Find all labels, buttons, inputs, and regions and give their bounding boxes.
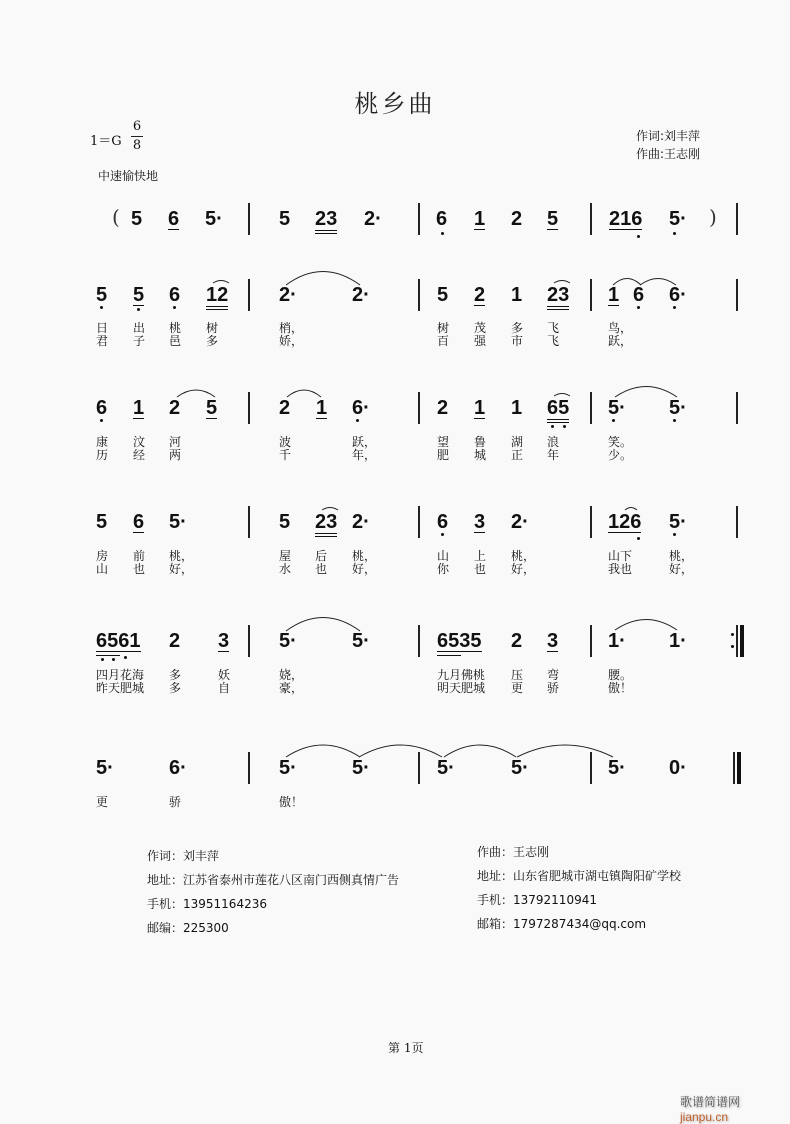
note: 5·: [169, 511, 187, 533]
note: 23: [547, 285, 569, 310]
page-number: 第 1页: [388, 1041, 424, 1055]
note: 5·: [352, 757, 370, 779]
lyric: 九月佛桃: [437, 668, 486, 682]
lyric: 我也: [608, 562, 633, 576]
note: 2·: [364, 208, 382, 230]
bar-line: [736, 506, 738, 538]
low-octave-dot: [100, 419, 103, 422]
low-octave-dot: [673, 232, 676, 235]
slur: [286, 386, 322, 398]
lyric: 茂: [474, 321, 487, 335]
lyric: 屋: [279, 549, 292, 563]
slur: [624, 505, 638, 511]
lyric: 桃: [169, 321, 182, 335]
note: 5·: [669, 511, 687, 533]
lyric: 山: [437, 549, 450, 563]
note: 216: [609, 208, 643, 230]
bar-line: [590, 203, 592, 235]
lyric: 山: [96, 562, 109, 576]
low-octave-dot: [356, 419, 359, 422]
note: 3: [218, 630, 230, 652]
note: 3: [547, 630, 559, 652]
footer-composer-email: 邮箱：1797287434@qq.com: [477, 917, 647, 931]
lyric: 桃，: [352, 549, 377, 563]
lyric: 湖: [511, 435, 524, 449]
song-title: 桃乡曲: [354, 90, 436, 118]
low-octave-dot: [441, 232, 444, 235]
meter-top: 6: [132, 119, 142, 134]
low-octave-dot: [112, 658, 115, 661]
watermark-cn: 歌谱简谱网: [680, 1095, 741, 1109]
final-bar-line: [733, 752, 735, 784]
note: 2: [474, 284, 486, 306]
lyric: 年，: [352, 448, 377, 462]
lyric: 骄: [169, 795, 182, 809]
note: 6: [633, 284, 645, 306]
note: 6: [133, 511, 145, 533]
footer-composer-address: 地址：山东省肥城市湖屯镇陶阳矿学校: [477, 869, 682, 883]
footer-lyricist-phone: 手机：13951164236: [147, 897, 267, 911]
bar-line: [248, 279, 250, 311]
close-paren: ): [709, 205, 717, 229]
low-octave-dot: [137, 308, 140, 311]
tempo-marking: 中速愉快地: [98, 169, 159, 183]
lyric: 鲁: [474, 435, 487, 449]
tie: [285, 266, 361, 286]
lyric: 飞: [547, 334, 560, 348]
lyric: 压: [511, 668, 524, 682]
note: 1: [511, 397, 523, 419]
lyric: 日: [96, 321, 109, 335]
note: 6·: [669, 284, 687, 306]
lyric: 多: [169, 668, 182, 682]
low-octave-dot: [551, 425, 554, 428]
note: 2·: [511, 511, 529, 533]
note: 0·: [669, 757, 687, 779]
low-octave-dot: [441, 533, 444, 536]
note: 1: [474, 208, 486, 230]
low-octave-dot: [173, 306, 176, 309]
lyric: 多: [169, 681, 182, 695]
slur: [321, 505, 339, 511]
bar-line: [736, 279, 738, 311]
note: 5·: [279, 757, 297, 779]
lyric: 后: [315, 549, 328, 563]
lyric: 也: [133, 562, 146, 576]
composer-credit: 作曲:王志刚: [636, 147, 701, 161]
lyric: 康: [96, 435, 109, 449]
lyric: 波: [279, 435, 292, 449]
low-octave-dot: [637, 306, 640, 309]
lyric: 你: [437, 562, 450, 576]
bar-line: [248, 625, 250, 657]
lyric: 傲！: [279, 795, 304, 809]
meter-bottom: 8: [132, 138, 142, 153]
note: 5·: [437, 757, 455, 779]
bar-line: [418, 625, 420, 657]
lyric: 桃，: [669, 549, 694, 563]
note: 1: [316, 397, 328, 419]
bar-line: [248, 392, 250, 424]
bar-line: [248, 506, 250, 538]
bar-line: [418, 392, 420, 424]
lyric: 多: [206, 334, 219, 348]
lyric: 经: [133, 448, 146, 462]
lyric: 上: [474, 549, 487, 563]
note: 5: [133, 284, 145, 306]
lyric: 四月花海: [96, 668, 145, 682]
note: 5: [131, 208, 143, 230]
bar-line: [418, 506, 420, 538]
lyric: 城: [474, 448, 487, 462]
lyricist-credit: 作词:刘丰萍: [636, 129, 701, 143]
footer-lyricist: 作词：刘丰萍: [147, 849, 220, 863]
bar-line: [418, 203, 420, 235]
footer-lyricist-address: 地址：江苏省泰州市莲花八区南门西侧真情广告: [147, 873, 400, 887]
note: 2: [511, 208, 523, 230]
note: 2·: [352, 284, 370, 306]
bar-line: [590, 506, 592, 538]
second-underline: [96, 655, 120, 656]
note: 6: [96, 397, 108, 419]
note: 1: [474, 397, 486, 419]
note: 1·: [669, 630, 687, 652]
slur: [553, 278, 571, 284]
lyric: 肥: [437, 448, 450, 462]
low-octave-dot: [637, 235, 640, 238]
note: 5: [279, 208, 291, 230]
note: 3: [474, 511, 486, 533]
time-signature: [131, 118, 143, 155]
note: 5: [279, 511, 291, 533]
tie: [358, 740, 443, 758]
slur: [612, 274, 642, 286]
lyric: 子: [133, 334, 146, 348]
note: 5·: [669, 208, 687, 230]
note: 6561: [96, 630, 141, 652]
repeat-bar-line: [736, 625, 738, 657]
lyric: 好，: [669, 562, 694, 576]
lyric: 望: [437, 435, 450, 449]
lyric: 自: [218, 681, 231, 695]
lyric: 历: [96, 448, 109, 462]
note: 5·: [205, 208, 223, 230]
lyric: 更: [96, 795, 109, 809]
watermark: [680, 1093, 790, 1124]
note: 6: [437, 511, 449, 533]
note: 5·: [608, 757, 626, 779]
note: 5: [437, 284, 449, 306]
note: 126: [608, 511, 642, 533]
lyric: 娆，: [279, 668, 304, 682]
footer-lyricist-postcode: 邮编：225300: [147, 921, 229, 935]
note: 2: [511, 630, 523, 652]
note: 2: [169, 630, 181, 652]
lyric: 弯: [547, 668, 560, 682]
low-octave-dot: [563, 425, 566, 428]
repeat-dot: [731, 645, 734, 648]
note: 5·: [669, 397, 687, 419]
tie: [516, 740, 614, 758]
lyric: 更: [511, 681, 524, 695]
low-octave-dot: [673, 533, 676, 536]
low-octave-dot: [101, 658, 104, 661]
lyric: 昨天肥城: [96, 681, 145, 695]
lyric: 骄: [547, 681, 560, 695]
footer-composer-phone: 手机：13792110941: [477, 893, 597, 907]
repeat-dot: [731, 633, 734, 636]
low-octave-dot: [673, 419, 676, 422]
lyric: 君: [96, 334, 109, 348]
lyric: 正: [511, 448, 524, 462]
watermark-en: jianpu.cn: [680, 1110, 729, 1124]
note: 6: [168, 208, 180, 230]
lyric: 出: [133, 321, 146, 335]
note: 2·: [352, 511, 370, 533]
note: 1: [511, 284, 523, 306]
lyric: 鸟，: [608, 321, 633, 335]
lyric: 市: [511, 334, 524, 348]
lyric: 百: [437, 334, 450, 348]
tie: [639, 274, 677, 286]
lyric: 前: [133, 549, 146, 563]
lyric: 妖: [218, 668, 231, 682]
lyric: 树: [206, 321, 219, 335]
tie: [285, 612, 361, 632]
lyric: 水: [279, 562, 292, 576]
lyric: 飞: [547, 321, 560, 335]
lyric: 豪，: [279, 681, 304, 695]
lyric: 桃，: [511, 549, 536, 563]
lyric: 河: [169, 435, 182, 449]
note: 5: [547, 208, 559, 230]
key-signature: 1＝G: [90, 134, 122, 149]
bar-line: [736, 203, 738, 235]
lyric: 汶: [133, 435, 146, 449]
note: 5·: [96, 757, 114, 779]
lyric: 也: [315, 562, 328, 576]
note: 5·: [608, 397, 626, 419]
note: 6: [436, 208, 448, 230]
bar-line: [248, 752, 250, 784]
tie: [285, 740, 361, 758]
final-bar-line-thick: [737, 752, 741, 784]
lyric: 明天肥城: [437, 681, 486, 695]
low-octave-dot: [612, 419, 615, 422]
note: 6·: [169, 757, 187, 779]
note: 1·: [608, 630, 626, 652]
note: 6535: [437, 630, 482, 652]
low-octave-dot: [124, 656, 127, 659]
note: 5: [96, 511, 108, 533]
low-octave-dot: [100, 306, 103, 309]
low-octave-dot: [673, 306, 676, 309]
lyric: 年: [547, 448, 560, 462]
note: 5: [206, 397, 218, 419]
note: 5·: [511, 757, 529, 779]
lyric: 浪: [547, 435, 560, 449]
lyric: 桃，: [169, 549, 194, 563]
lyric: 树: [437, 321, 450, 335]
footer-composer: 作曲：王志刚: [477, 845, 550, 859]
note: 12: [206, 285, 228, 310]
tie: [614, 382, 678, 398]
note: 1: [133, 397, 145, 419]
lyric: 好，: [511, 562, 536, 576]
low-octave-dot: [637, 537, 640, 540]
note: 23: [315, 512, 337, 537]
note: 5·: [352, 630, 370, 652]
repeat-bar-line-thick: [740, 625, 744, 657]
bar-line: [590, 625, 592, 657]
bar-line: [418, 279, 420, 311]
tie: [614, 615, 678, 631]
bar-line: [590, 279, 592, 311]
lyric: 好，: [169, 562, 194, 576]
second-underline: [437, 655, 461, 656]
lyric: 也: [474, 562, 487, 576]
note: 2·: [279, 284, 297, 306]
note: 5·: [279, 630, 297, 652]
lyric: 傲！: [608, 681, 633, 695]
lyric: 腰。: [608, 668, 633, 682]
lyric: 跃，: [608, 334, 633, 348]
note: 5: [96, 284, 108, 306]
note: 23: [315, 209, 337, 234]
lyric: 强: [474, 334, 487, 348]
note: 65: [547, 398, 569, 423]
lyric: 千: [279, 448, 292, 462]
slur: [553, 391, 571, 397]
lyric: 梢，: [279, 321, 304, 335]
note: 6: [169, 284, 181, 306]
slur: [176, 386, 216, 398]
bar-line: [736, 392, 738, 424]
lyric: 两: [169, 448, 182, 462]
lyric: 山下: [608, 549, 633, 563]
bar-line: [248, 203, 250, 235]
slur: [212, 278, 230, 284]
note: 6·: [352, 397, 370, 419]
lyric: 跃，: [352, 435, 377, 449]
lyric: 房: [96, 549, 109, 563]
note: 2: [279, 397, 291, 419]
lyric: 邑: [169, 334, 182, 348]
tie: [443, 740, 517, 758]
lyric: 好，: [352, 562, 377, 576]
lyric: 多: [511, 321, 524, 335]
lyric: 笑。: [608, 435, 633, 449]
note: 2: [437, 397, 449, 419]
lyric: 娇，: [279, 334, 304, 348]
note: 2: [169, 397, 181, 419]
note: 1: [608, 284, 620, 306]
bar-line: [590, 392, 592, 424]
lyric: 少。: [608, 448, 633, 462]
open-paren: (: [112, 205, 120, 229]
